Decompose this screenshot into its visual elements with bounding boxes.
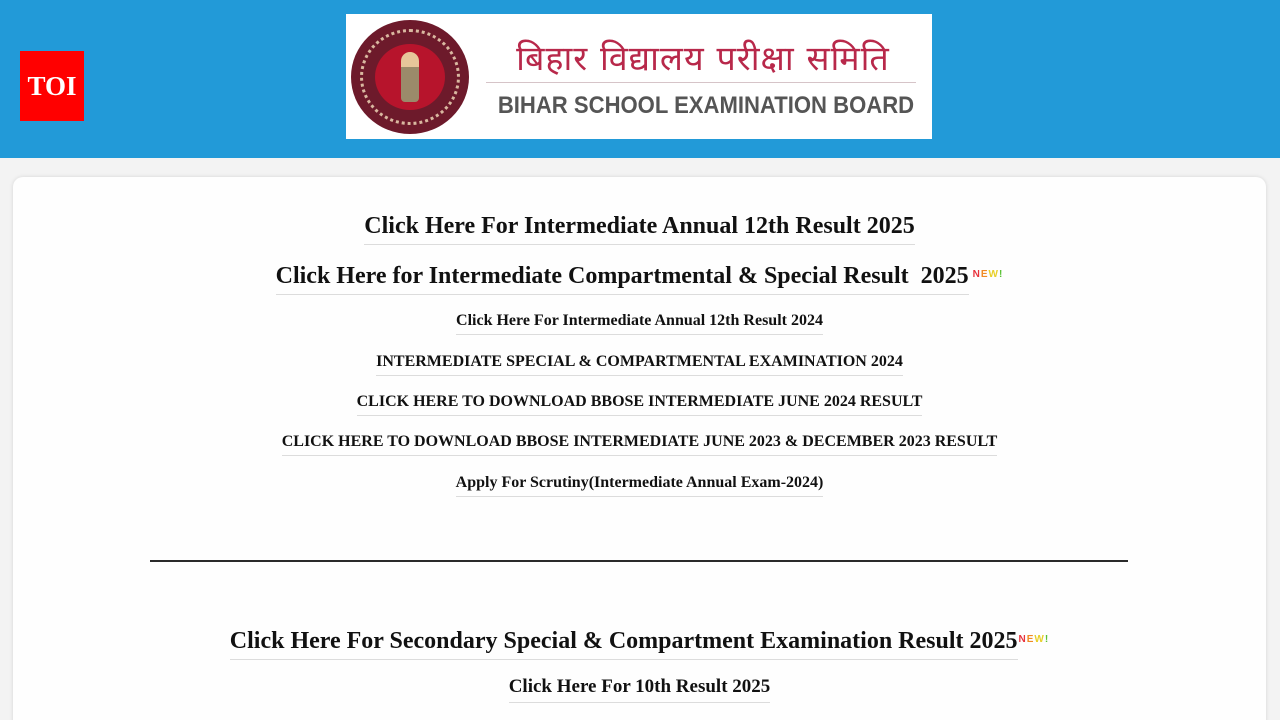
bseb-seal-icon <box>351 20 469 134</box>
link-row <box>13 433 1266 456</box>
toi-logo: TOI <box>20 51 84 121</box>
banner-hindi-title: बिहार विद्यालय परीक्षा समिति <box>516 39 890 79</box>
bbose-june-2024-link[interactable]: CLICK HERE TO DOWNLOAD BBOSE INTERMEDIATE JUNE 2024 RESULT <box>357 393 923 416</box>
intermediate-2024-result-link[interactable]: Click Here For Intermediate Annual 12th Result 2024 <box>456 312 823 335</box>
10th-result-2025-link[interactable]: Click Here For 10th Result 2025 <box>509 676 771 703</box>
link-row <box>13 312 1266 335</box>
new-badge-icon: NEW! <box>1018 634 1050 645</box>
intermediate-compartmental-2025-link[interactable]: Click Here for Intermediate Compartmental & Special Result 2025 <box>276 263 969 295</box>
banner-divider <box>486 82 916 83</box>
new-badge-icon: NEW! <box>972 269 1004 280</box>
secondary-special-2025-link[interactable]: Click Here For Secondary Special & Compartment Examination Result 2025 <box>230 628 1018 660</box>
results-card <box>13 177 1266 720</box>
section-divider <box>150 560 1128 562</box>
site-header <box>0 0 1280 158</box>
link-row <box>13 628 1266 660</box>
link-row <box>13 393 1266 416</box>
bbose-2023-link[interactable]: CLICK HERE TO DOWNLOAD BBOSE INTERMEDIATE JUNE 2023 & DECEMBER 2023 RESULT <box>282 433 998 456</box>
banner-english-title: BIHAR SCHOOL EXAMINATION BOARD <box>497 92 915 119</box>
link-row <box>13 676 1266 703</box>
link-row <box>13 353 1266 376</box>
link-row <box>13 263 1266 295</box>
apply-scrutiny-link[interactable]: Apply For Scrutiny(Intermediate Annual Exam-2024) <box>456 474 824 497</box>
intermediate-2025-result-link[interactable]: Click Here For Intermediate Annual 12th Result 2025 <box>364 213 914 245</box>
intermediate-special-2024-link[interactable]: INTERMEDIATE SPECIAL & COMPARTMENTAL EXAMINATION 2024 <box>376 353 903 376</box>
bseb-banner <box>346 14 932 139</box>
link-row <box>13 213 1266 245</box>
link-row <box>13 474 1266 497</box>
